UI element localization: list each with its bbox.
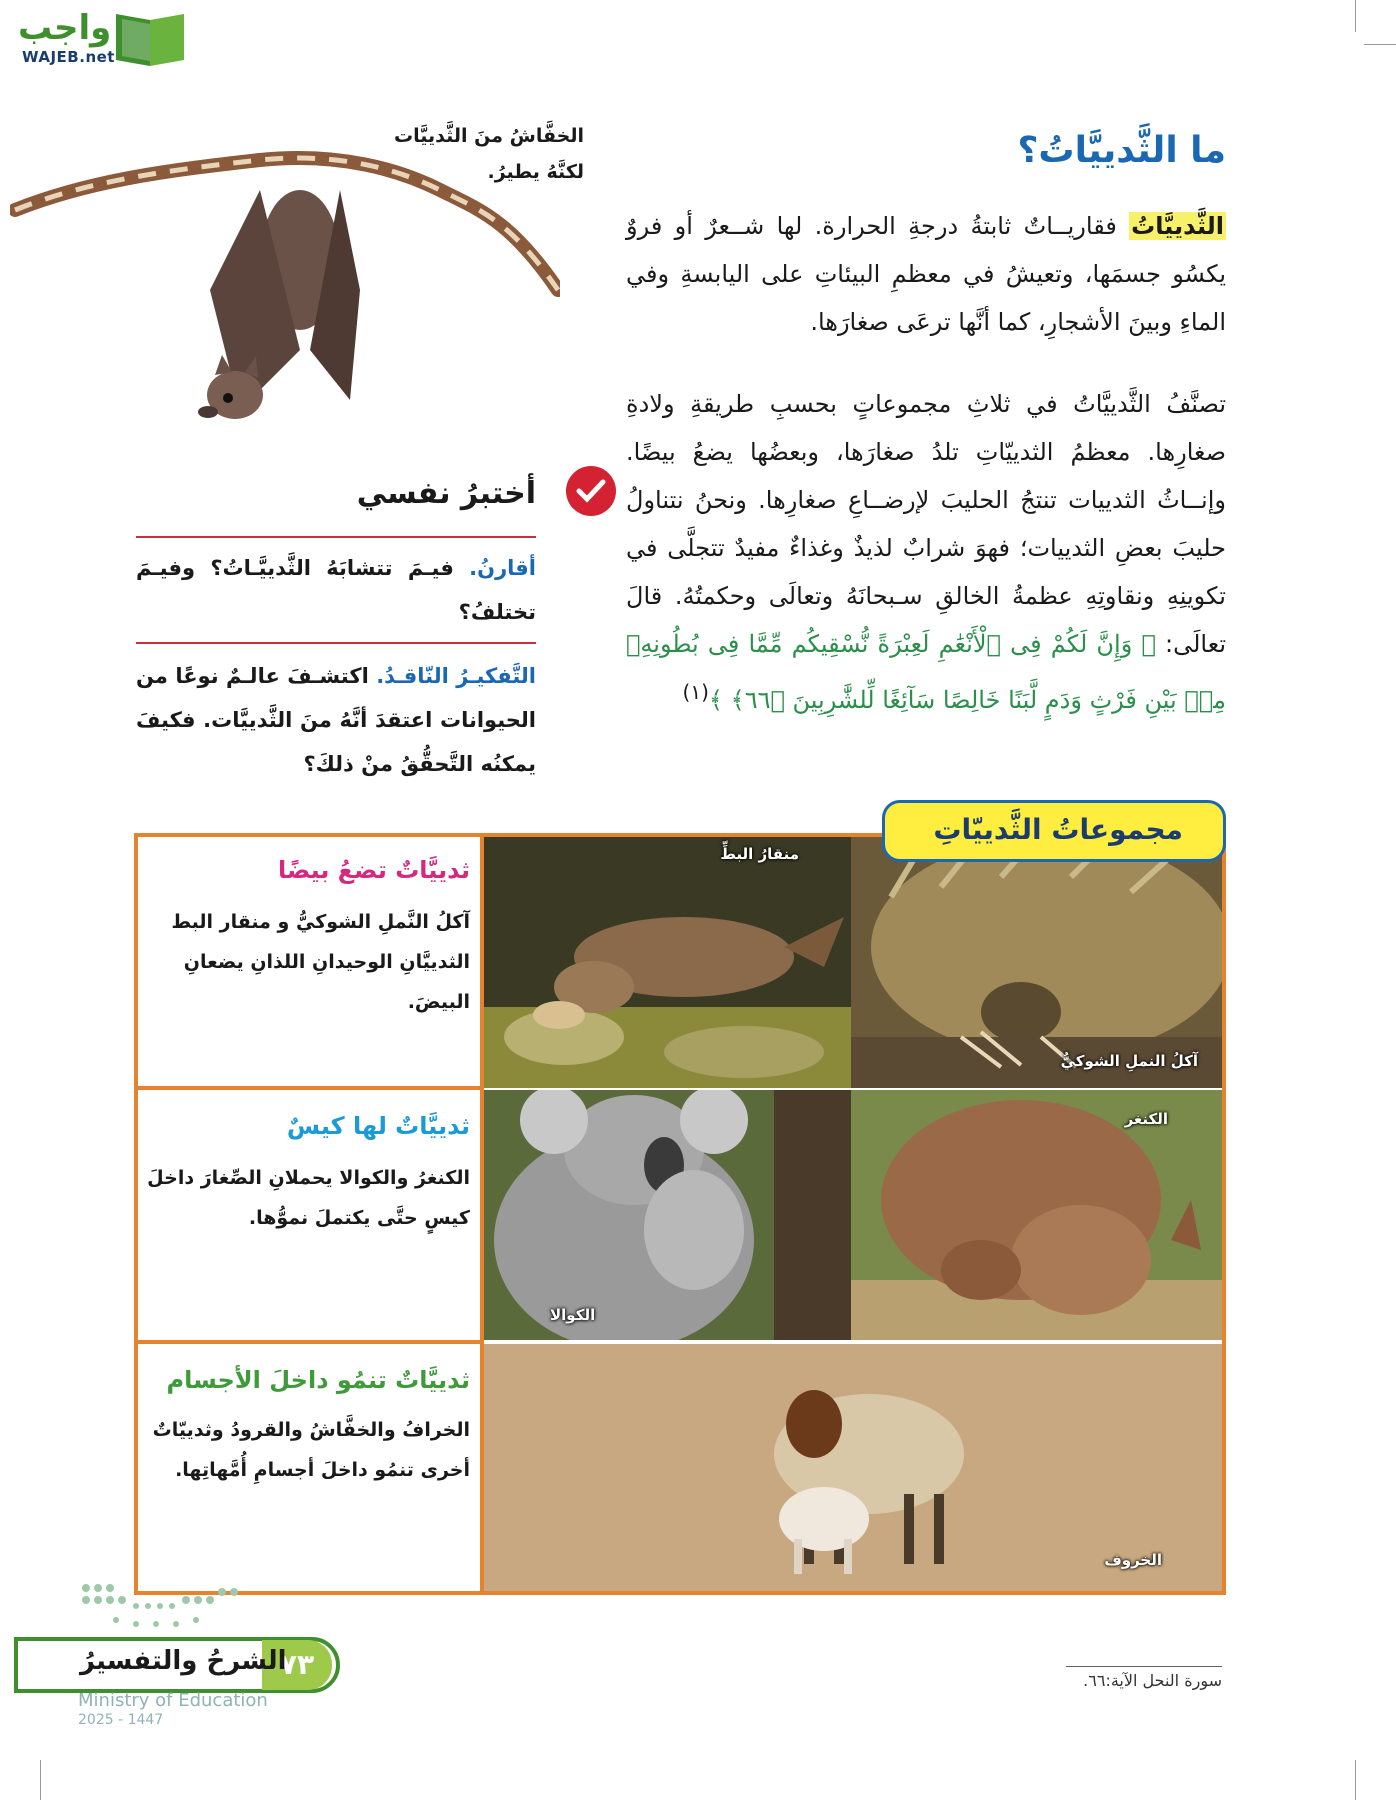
sheep-label: الخروف xyxy=(1104,1551,1162,1569)
quran-verse: ﴿ وَإِنَّ لَكُمْ فِى ٱلْأَنْعَٰمِ لَعِبْرَةً نُّسْقِيكُم مِّمَّا فِى بُطُونِهِۦ مِنۢ بَيْنِ فَرْثٍ وَدَمٍ لَّبَنًا خَالِصًا سَآئِغًا لِّلشَّٰرِبِينَ ﴿٦٦﴾ ﴾ xyxy=(626,630,1226,714)
table-divider xyxy=(134,1340,484,1344)
platypus-photo xyxy=(484,837,851,1088)
intro-paragraph xyxy=(626,202,1226,346)
intro-paragraph-text: فقاريــاتٌ ثابتةُ درجةِ الحرارة. لها شــعرٌ أو فروٌ يكسُو جسمَها، وتعيشُ في معظمِ البيئاتِ على اليابسةِ وفي الماءِ وبينَ الأشجارِ، كما أنَّها ترعَى صغارَها. xyxy=(626,212,1226,336)
group-desc-placental: الخرافُ والخفَّاشُ والقرودُ وثدييّاتٌ أخرى تنمُو داخلَ أجسامِ أُمَّهاتِها. xyxy=(152,1419,470,1481)
kangaroo-photo xyxy=(851,1090,1222,1340)
platypus-label: منقارُ البطِّ xyxy=(720,845,799,863)
classification-text: تصنَّفُ الثَّدييَّاتُ في ثلاثِ مجموعاتٍ بحسبِ طريقةِ ولادةِ صغارِها. معظمُ الثدييّاتِ تلدُ صغارَها، وبعضُها يضعُ بيضًا. وإنــاثُ الثدييات تنتجُ الحليبَ لإرضــاعِ صغارِها. ونحنُ نتناولُ حليبَ بعضِ الثدييات؛ فهوَ شرابٌ لذيذٌ وغذاءٌ مفيدٌ تتجلَّى في تكوينِهِ ونقاوتِهِ عظمةُ الخالقِ سـبحانَهُ وتعالَى وحكمتُهُ. قالَ تعالَى: xyxy=(626,390,1226,658)
checkmark-badge xyxy=(566,466,616,516)
wajeb-logo xyxy=(8,6,188,68)
divider xyxy=(136,642,536,644)
ministry-year: 2025 - 1447 xyxy=(78,1712,164,1728)
group-title-marsupial: ثدييَّاتٌ لها كيسٌ xyxy=(286,1112,470,1140)
question-compare-label: أقارنُ. xyxy=(469,556,536,580)
groups-tab xyxy=(882,800,1226,862)
group-desc-egg-laying: آكلُ النَّملِ الشوكيُّ و منقار البط الثدييَّانِ الوحيدانِ اللذانِ يضعانِ البيضَ. xyxy=(171,911,470,1013)
bat-image xyxy=(10,150,560,460)
highlighted-term: الثَّدييَّاتُ xyxy=(1131,212,1224,240)
question-critical-thinking xyxy=(136,654,536,786)
logo-word: واجب xyxy=(18,8,112,48)
bat-caption-line2: لكنَّهُ يطيرُ. xyxy=(487,161,584,183)
section-title: ما الثَّدييَّاتُ؟ xyxy=(1017,130,1226,171)
question-critical-label: التَّفكيـرُ النّاقـدُ. xyxy=(376,664,537,688)
sheep-photo xyxy=(484,1344,1222,1591)
crop-mark xyxy=(1364,44,1396,45)
book-icon xyxy=(112,10,188,66)
bat-caption-line1: الخفَّاشُ منَ الثَّدييَّات xyxy=(394,125,584,147)
echidna-label: آكلُ النملِ الشوكيُّ xyxy=(1060,1052,1198,1070)
footnote: سورة النحل الآية:٦٦. xyxy=(1066,1666,1222,1690)
group-title-egg-laying: ثدييَّاتٌ تضعُ بيضًا xyxy=(277,856,470,884)
kangaroo-label: الكنغر xyxy=(1124,1110,1168,1128)
test-yourself-heading: أختبرُ نفسي xyxy=(356,476,536,511)
table-divider xyxy=(134,1086,484,1090)
echidna-photo xyxy=(851,837,1222,1088)
question-compare-text: فيـمَ تتشابَهُ الثَّدييَّـاتُ؟ وفيـمَ تختلفُ؟ xyxy=(136,556,536,624)
footnote-ref: (١) xyxy=(682,680,709,704)
groups-tab-title: مجموعاتُ الثَّدييّاتِ xyxy=(933,813,1183,846)
crop-mark xyxy=(1355,1760,1356,1800)
group-desc-marsupial: الكنغرُ والكوالا يحملانِ الصِّغارَ داخلَ كيسٍ حتَّى يكتملَ نموُّها. xyxy=(147,1167,470,1229)
ministry-dots-icon xyxy=(76,1578,246,1634)
logo-subtitle: WAJEB.net xyxy=(22,48,115,66)
classification-paragraph xyxy=(626,380,1226,724)
crop-mark xyxy=(40,1760,41,1800)
koala-photo xyxy=(484,1090,851,1340)
divider xyxy=(136,536,536,538)
question-compare xyxy=(136,546,536,634)
question-critical-text: اكتشـفَ عالـمٌ نوعًا من الحيوانات اعتقدَ أنَّهُ منَ الثَّدييَّات. فكيفَ يمكنُه التَّحقُّقُ منْ ذلكَ؟ xyxy=(136,664,536,776)
page-number: ٧٣ xyxy=(262,1640,332,1690)
koala-label: الكوالا xyxy=(550,1306,596,1324)
ministry-name: Ministry of Education xyxy=(78,1690,268,1711)
footer-title: الشرحُ والتفسيرُ xyxy=(80,1646,287,1676)
group-title-placental: ثدييَّاتٌ تنمُو داخلَ الأجسام xyxy=(166,1366,470,1394)
crop-mark xyxy=(1355,0,1356,32)
checkmark-icon xyxy=(576,478,606,504)
